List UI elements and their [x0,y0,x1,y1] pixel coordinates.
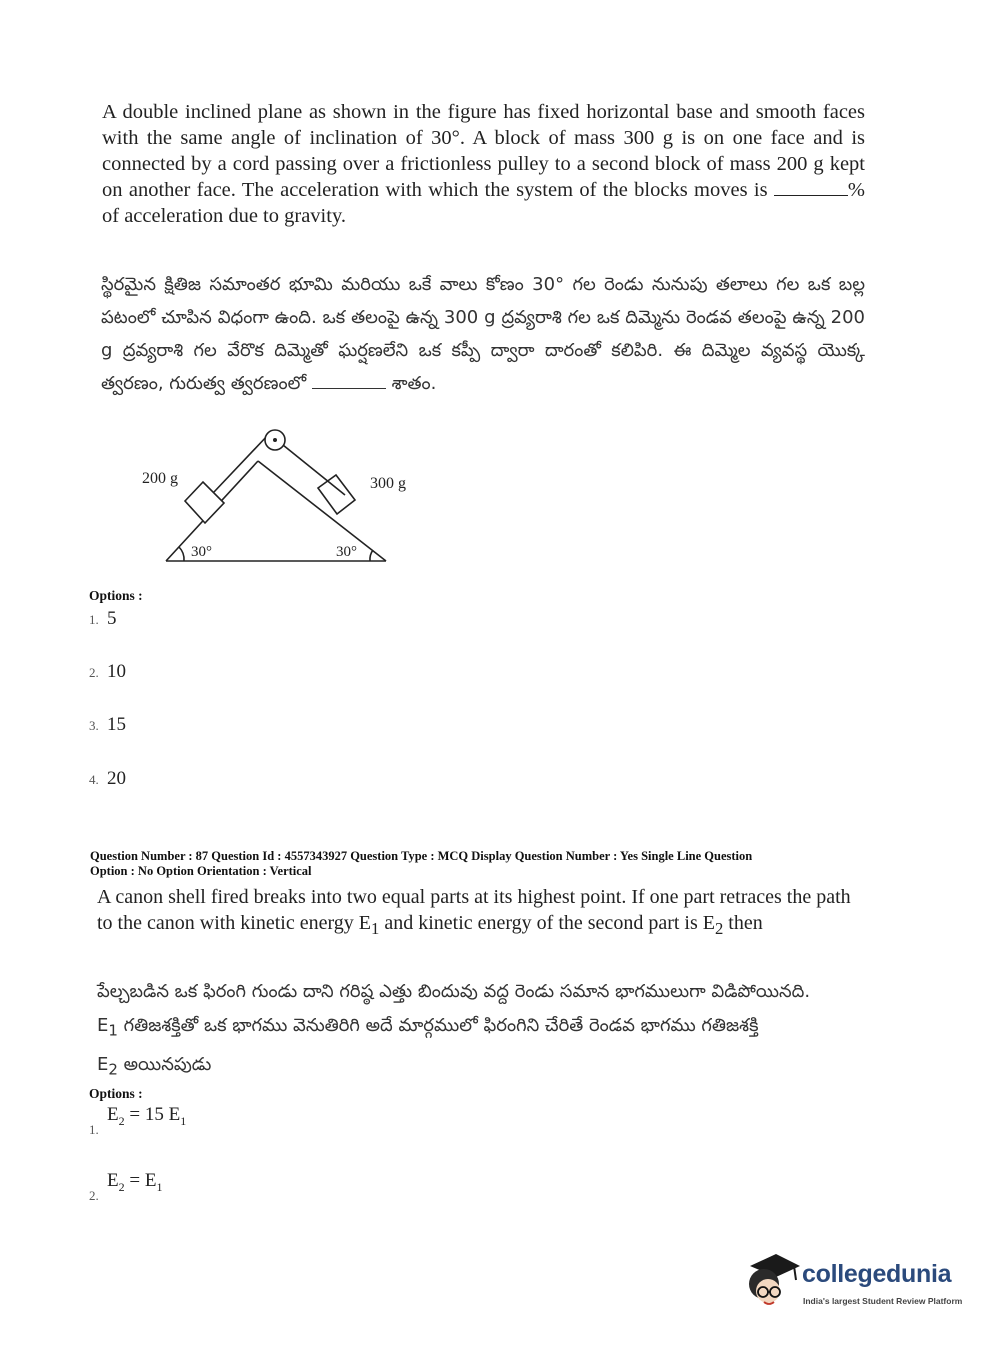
option-number: 4. [89,772,99,787]
question-2-text-part2: and kinetic energy of the second part is E [379,912,715,934]
figure-pulley-axle [273,438,277,442]
option-value: 15 [107,714,126,735]
option-number: 3. [89,718,99,733]
formula-lhs-sub: 2 [118,1113,125,1128]
figure-label-left-mass: 200 g [142,470,178,487]
figure-right-block [318,475,355,514]
question-1-text-part2: % of acceleration due to gravity. [102,179,865,227]
option-3[interactable] [89,714,126,736]
question-2-meta [90,849,880,879]
option-4[interactable] [89,768,126,790]
question-1-telugu-part2: శాతం. [391,373,437,394]
option-number: 2. [89,1188,99,1203]
option-number: 2. [89,665,99,680]
option-value: 5 [107,608,117,629]
figure-label-right-mass: 300 g [370,475,406,492]
formula-lhs: E [107,1104,119,1125]
options-heading-q1: Options : [89,588,143,603]
question-1-text-part1: A double inclined plane as shown in the figure has fixed horizontal base and smooth faces with the same angle of inclination of 30°. A block of mass 300 g is on one face and is connected by a cord passing over a frictionless pulley to a second block of mass 200 g kept on another face. The acceleration with which the system of the blocks moves is [102,101,865,201]
question-2-text-part3: then [723,912,763,934]
options-heading-q2: Options : [89,1086,143,1101]
collegedunia-logo[interactable] [742,1250,972,1314]
option-2-q2[interactable] [89,1170,162,1204]
figure-cord-left [214,435,268,492]
formula-lhs: E [107,1170,119,1191]
question-2-text-english [97,884,867,942]
option-1-q2[interactable] [89,1104,186,1138]
option-value: 10 [107,661,126,682]
question-1-text-telugu [101,268,865,400]
logo-tagline: India's largest Student Review Platform [803,1296,963,1306]
question-2-meta-line2: Option : No Option Orientation : Vertical [90,864,312,878]
question-1-text-english [102,99,865,229]
question-2-telugu-e1-sub: 1 [108,1021,118,1040]
question-2-telugu-line1: పేల్చబడిన ఒక ఫిరంగి గుండు దాని గరిష్ఠ ఎత్తు బిందువు వద్ద రెండు సమాన భాగములుగా విడిపోయినది. [97,981,811,1002]
option-number: 1. [89,1122,99,1137]
figure-label-left-angle: 30° [191,544,212,560]
formula-rhs-sub: 1 [180,1113,187,1128]
option-value: 20 [107,768,126,789]
question-2-sub1: 1 [371,919,380,938]
figure-right-angle-arc [370,550,373,561]
question-2-telugu-e2: E [97,1053,109,1075]
formula-eq: = E [124,1170,157,1191]
answer-blank-telugu [312,374,386,389]
option-formula [107,1104,187,1128]
figure-left-angle-arc [179,547,184,561]
question-2-telugu-line2: గతిజశక్తితో ఒక భాగము వెనుతిరిగి అదే మార్గములో ఫిరంగిని చేరితే రెండవ భాగము గతిజశక్తి [117,1015,759,1036]
question-2-telugu-e2-sub: 2 [108,1060,118,1079]
question-2-telugu-e1: E [97,1015,109,1036]
answer-blank [774,179,848,196]
formula-lhs-sub: 2 [118,1179,125,1194]
question-2-meta-line1: Question Number : 87 Question Id : 4557343927 Question Type : MCQ Display Question Number : Yes Single Line Question [90,849,753,863]
question-2-text-telugu [97,975,862,1086]
formula-eq: = 15 E [124,1104,181,1125]
option-1[interactable] [89,608,117,630]
option-formula [107,1170,163,1194]
question-2-sub2: 2 [714,919,724,938]
question-2-telugu-line3: అయినపుడు [117,1053,212,1075]
formula-rhs-sub: 1 [156,1179,163,1194]
option-2[interactable] [89,661,126,683]
inclined-plane-figure [130,420,410,570]
figure-label-right-angle: 30° [336,544,357,560]
question-2-text-part1: A canon shell fired breaks into two equal parts at its highest point. If one part retraces the path to the canon with kinetic energy E [97,886,851,934]
option-number: 1. [89,612,99,627]
question-1-telugu-part1: స్థిరమైన క్షితిజ సమాంతర భూమి మరియు ఒకే వాలు కోణం 30° గల రెండు నునుపు తలాలు గల ఒక బల్ల పటంలో చూపిన విధంగా ఉంది. ఒక తలంపై ఉన్న 300 g ద్రవ్యరాశి గల ఒక దిమ్మెను రెండవ తలంపై ఉన్న 200 g ద్రవ్యరాశి గల వేరొక దిమ్మెతో ఘర్షణలేని ఒక కప్పీ ద్వారా దారంతో కలిపిరి. ఈ దిమ్మెల వ్యవస్థ యొక్క త్వరణం, గురుత్వ త్వరణంలో [101,274,865,394]
logo-name: collegedunia [802,1260,952,1288]
mascot-icon [742,1250,802,1314]
